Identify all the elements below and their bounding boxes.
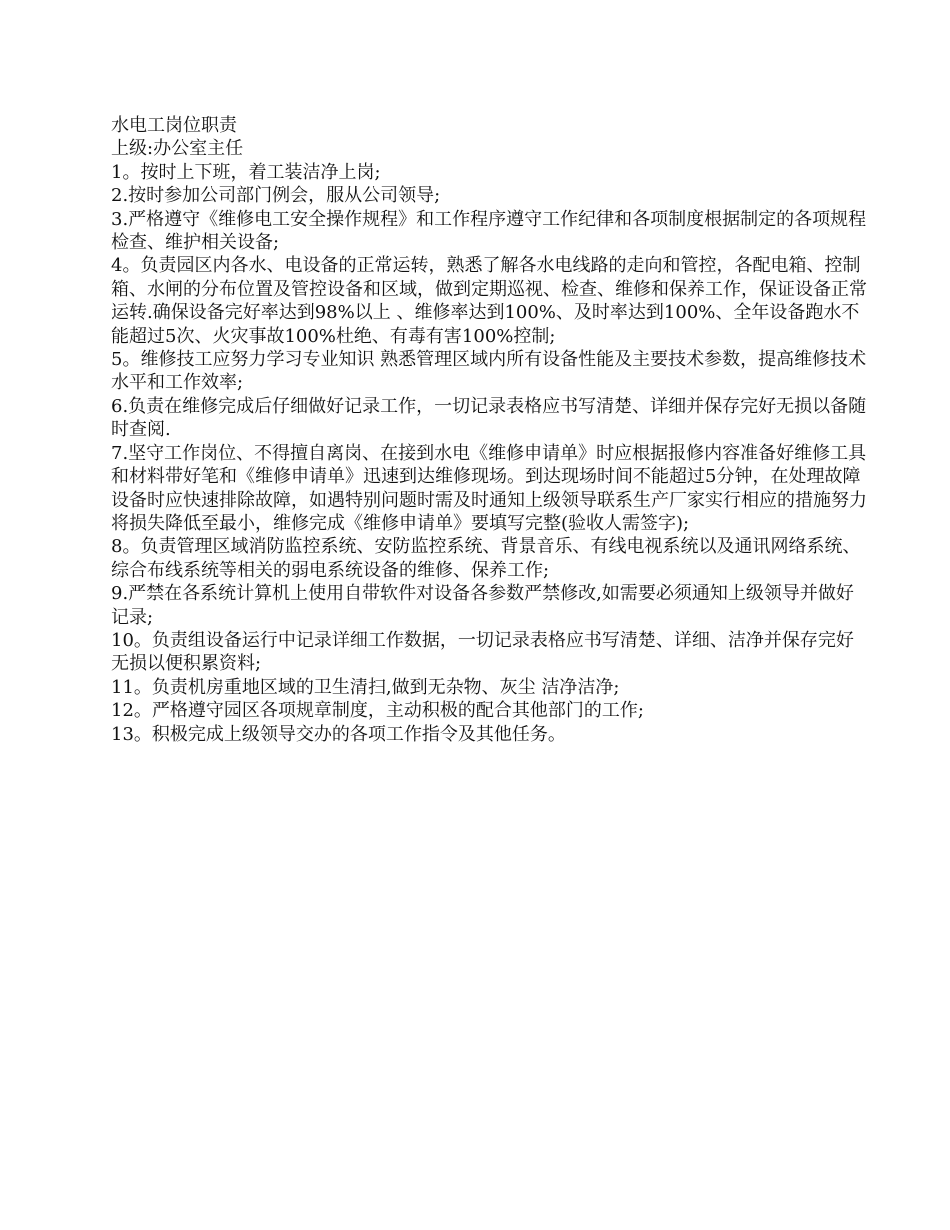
duty-item-10: 10。负责组设备运行中记录详细工作数据，一切记录表格应书写清楚、详细、洁净并保存完好无损以便积累资料; (111, 629, 854, 675)
duty-item-13: 13。积极完成上级领导交办的各项工作指令及其他任务。 (111, 723, 566, 745)
duty-item-5: 5。维修技工应努力学习专业知识 熟悉管理区域内所有设备性能及主要技术参数，提高维修技术水平和工作效率; (111, 349, 867, 394)
duty-item-3: 3.严格遵守《维修电工安全操作规程》和工作程序遵守工作纪律和各项制度根据制定的各项规程检查、维护相关设备; (111, 208, 867, 254)
duty-item-8: 8。负责管理区域消防监控系统、安防监控系统、背景音乐、有线电视系统以及通讯网络系统、综合布线系统等相关的弱电系统设备的维修、保养工作; (111, 536, 861, 581)
document-page (111, 114, 871, 746)
duty-item-6: 6.负责在维修完成后仔细做好记录工作，一切记录表格应书写清楚、详细并保存完好无损以备随时查阅. (111, 395, 867, 441)
document-title: 水电工岗位职责 (111, 115, 237, 136)
duty-item-7: 7.坚守工作岗位、不得擅自离岗、在接到水电《维修申请单》时应根据报修内容准备好维修工具和材料带好笔和《维修申请单》迅速到达维修现场。到达现场时间不能超过5分钟，在处理故障设备时应快速排除故障，如遇特别问题时需及时通知上级领导联系生产厂家实行相应的措施努力将损失降低至最小，维修完成《维修申请单》要填写完整(验收人需签字); (111, 442, 867, 534)
duty-item-12: 12。严格遵守园区各项规章制度，主动积极的配合其他部门的工作; (111, 700, 644, 722)
duty-item-2: 2.按时参加公司部门例会，服从公司领导; (111, 185, 441, 207)
duty-item-1: 1。按时上下班，着工装洁净上岗; (111, 161, 381, 183)
duty-item-11: 11。负责机房重地区域的卫生清扫,做到无杂物、灰尘 洁净洁净; (111, 676, 620, 698)
duty-item-9: 9.严禁在各系统计算机上使用自带软件对设备各参数严禁修改,如需要必须通知上级领导并做好记录; (111, 583, 854, 628)
duty-item-4: 4。负责园区内各水、电设备的正常运转，熟悉了解各水电线路的走向和管控，各配电箱、控制箱、水闸的分布位置及管控设备和区域，做到定期巡视、检查、维修和保养工作，保证设备正常运转.确保设备完好率达到98%以上 、维修率达到100%、及时率达到100%、全年设备跑水不能超过5次、火灾事故100%杜绝、有毒有害100%控制; (111, 255, 867, 347)
document-superior: 上级:办公室主任 (111, 138, 244, 160)
